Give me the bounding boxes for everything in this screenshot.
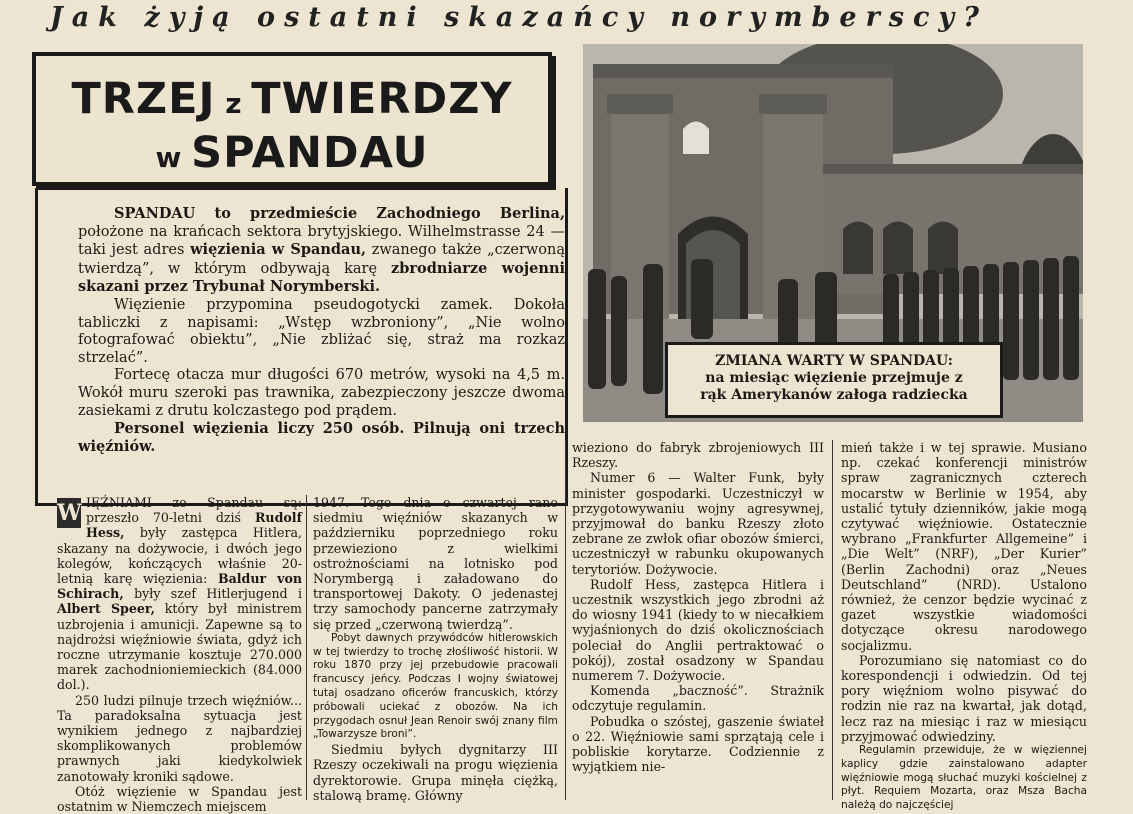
col1-paragraph-1 — [57, 495, 302, 693]
col1-text-c: były zastępca Hitlera, skazany na dożywocie, i dwóch jego kolegów, kończących właśnie 20-letnią karę więzienia: — [57, 525, 302, 587]
article-column-4 — [841, 440, 1087, 813]
headline-line-1 — [36, 74, 548, 124]
col1-text-a: IĘŹNIAMI ze Spandau są: przeszło 70-letni dziś — [86, 495, 302, 526]
headline-word-w: w — [155, 141, 192, 174]
caption-line-1: ZMIANA WARTY W SPANDAU: — [715, 353, 953, 369]
col1-name-hess: Rudolf Hess, — [86, 510, 302, 541]
article-column-1 — [57, 495, 302, 814]
column-divider-1 — [306, 495, 307, 800]
lead-bold-3: zbrodniarze wojenni skazani przez Trybunał Norymberski. — [78, 259, 565, 296]
col1-paragraph-3: Otóż więzienie w Spandau jest ostatnim w Niemczech miejscem — [57, 783, 302, 814]
headline-line-2 — [36, 128, 548, 178]
col4-paragraph-0: mień także i w tej sprawie. Musiano np. czekać konferencji ministrów spraw zagranicznych czterech mocarstw w Berlinie w 1954, aby ustalić tytuły dzienników, jakie mogą czytywać więźniowie. Ostatecznie wybrano „Frankfurter Allgemeine” i „Die Welt” (NRF), „Der Kurier” (Berlin Zachodni) oraz „Neues Deutschland” (NRD). Ustalono również, że cenzor będzie wycinać z gazet wszystkie wiadomości dotyczące okresu narodowego socjalizmu. — [841, 440, 1087, 653]
lead-bold-1: SPANDAU to przedmieście Zachodniego Berlina, — [114, 205, 565, 222]
col1-text-g: który był ministrem uzbrojenia i amunicji. Zapewne są to najdrożsi więźniowie świata, gdyż ich roczne utrzymanie kosztuje 270.000 marek zachodnioniemieckich (84.000 dol.). — [57, 601, 302, 693]
col1-paragraph-2: 250 ludzi pilnuje trzech więźniów... Ta paradoksalna sytuacja jest wynikiem jednego z najbardziej skomplikowanych problemów prawnych jaki kiedykolwiek zanotowały kroniki sądowe. — [57, 692, 302, 784]
lead-bold-2: więzienia w Spandau, — [190, 241, 367, 259]
lead-paragraph-1 — [78, 205, 565, 297]
column-divider-2 — [565, 440, 566, 800]
article-column-3 — [572, 440, 824, 774]
col2-paragraph-3: Siedmiu byłych dygnitarzy III Rzeszy oczekiwali na progu więzienia dyrektorowie. Grupa minęła ciężką, stalową bramę. Główny — [313, 742, 558, 803]
col3-paragraph-4: Pobudka o szóstej, gaszenie świateł o 22. Więźniowie sami sprzątają cele i pobliskie korytarze. Codziennie z wyjątkiem nie- — [572, 713, 824, 775]
supertitle: Jak żyją ostatni skazańcy norymberscy? — [50, 2, 988, 33]
col2-paragraph-1: 1947. Tego dnia o czwartej rano siedmiu więźniów skazanych w październiku poprzedniego roku przewieziono z wielkimi ostrożnościami na lotnisko pod Norymbergą i załadowano do transportowej Dakoty. O jedenastej trzy samochody pancerne zatrzymały się przed „czerwoną twierdzą”. — [313, 495, 558, 632]
col3-paragraph-0: wieziono do fabryk zbrojeniowych III Rzeszy. — [572, 440, 824, 471]
lead-paragraph-4: Personel więzienia liczy 250 osób. Pilnują oni trzech więźniów. — [78, 420, 565, 455]
photo-caption — [665, 342, 1003, 418]
headline-word-spandau: SPANDAU — [191, 128, 429, 178]
col4-paragraph-1: Porozumiano się natomiast co do korespondencji i odwiedzin. Od tej pory więźniom wolno pisywać do rodzin nie raz na kwartał, jak dotąd, lecz raz na miesiąc i raz w miesiącu przyjmować odwiedziny. — [841, 652, 1087, 744]
lead-paragraph-2: Więzienie przypomina pseudogotycki zamek. Dokoła tabliczki z napisami: „Wstęp wzbroniony”, „Nie wolno fotografować obiektu”, „Nie zbliżać się, straż ma rozkaz strzelać”. — [78, 296, 565, 366]
col3-paragraph-3: Komenda „baczność”. Strażnik odczytuje regulamin. — [572, 683, 824, 714]
headline-box — [32, 52, 552, 186]
article-column-2 — [313, 495, 558, 803]
col2-paragraph-2: Pobyt dawnych przywódców hitlerowskich w tej twierdzy to trochę złośliwość historii. W roku 1870 przy jej przebudowie pracowali francuscy jeńcy. Podczas I wojny światowej tutaj osadzano oficerów francuskich, którzy próbowali uciekać z obozów. Na ich przygodach osnuł Jean Renoir swój znany film „Towarzysze broni”. — [313, 631, 558, 741]
lead-text-1: położone na krańcach sektora brytyjskiego. Wilhelmstrasse 24 — taki jest adres — [78, 223, 565, 259]
lead-text-2: zwanego także „czerwoną twierdzą”, w którym odbywają karę — [78, 242, 566, 277]
col3-paragraph-2: Rudolf Hess, zastępca Hitlera i uczestnik wszystkich jego zbrodni aż do wiosny 1941 (kiedy to w niecałkiem wyjaśnionych do dziś okolicznościach poleciał do Anglii pertraktować o pokój), został osadzony w Spandau numerem 7. Dożywocie. — [572, 576, 824, 684]
col1-name-speer: Albert Speer, — [57, 601, 155, 617]
headline-word-twierdzy: TWIERDZY — [251, 74, 513, 124]
col4-paragraph-2: Regulamin przewiduje, że w więziennej kaplicy gdzie zainstalowano adapter więźniowie mogą słuchać muzyki kościelnej z płyt. Requiem Mozarta, oraz Msza Bacha należą do najczęściej — [841, 744, 1087, 812]
caption-line-2: na miesiąc więzienie przejmuje z — [705, 370, 963, 386]
drop-cap: W — [57, 500, 82, 526]
col3-paragraph-1: Numer 6 — Walter Funk, były minister gospodarki. Uczestniczył w przygotowywaniu wojny agresywnej, przyjmował do banku Rzeszy złoto zebrane ze zwłok ofiar obozów śmierci, uczestniczył w rabunku okupowanych terytoriów. Dożywocie. — [572, 470, 824, 577]
column-divider-3 — [832, 440, 833, 800]
col1-text-e: były szef Hitlerjugend i — [123, 586, 302, 602]
lead-text — [78, 205, 565, 495]
headline-word-z: z — [215, 87, 252, 120]
caption-line-3: rąk Amerykanów załoga radziecka — [700, 387, 968, 403]
headline-word-trzej: TRZEJ — [71, 74, 216, 124]
col1-name-schirach: Baldur von Schirach, — [57, 571, 302, 602]
lead-paragraph-3: Fortecę otacza mur długości 670 metrów, wysoki na 4,5 m. Wokół muru szeroki pas trawnika, zabezpieczony jeszcze dwoma zasiekami z drutu kolczastego pod prądem. — [78, 367, 565, 419]
